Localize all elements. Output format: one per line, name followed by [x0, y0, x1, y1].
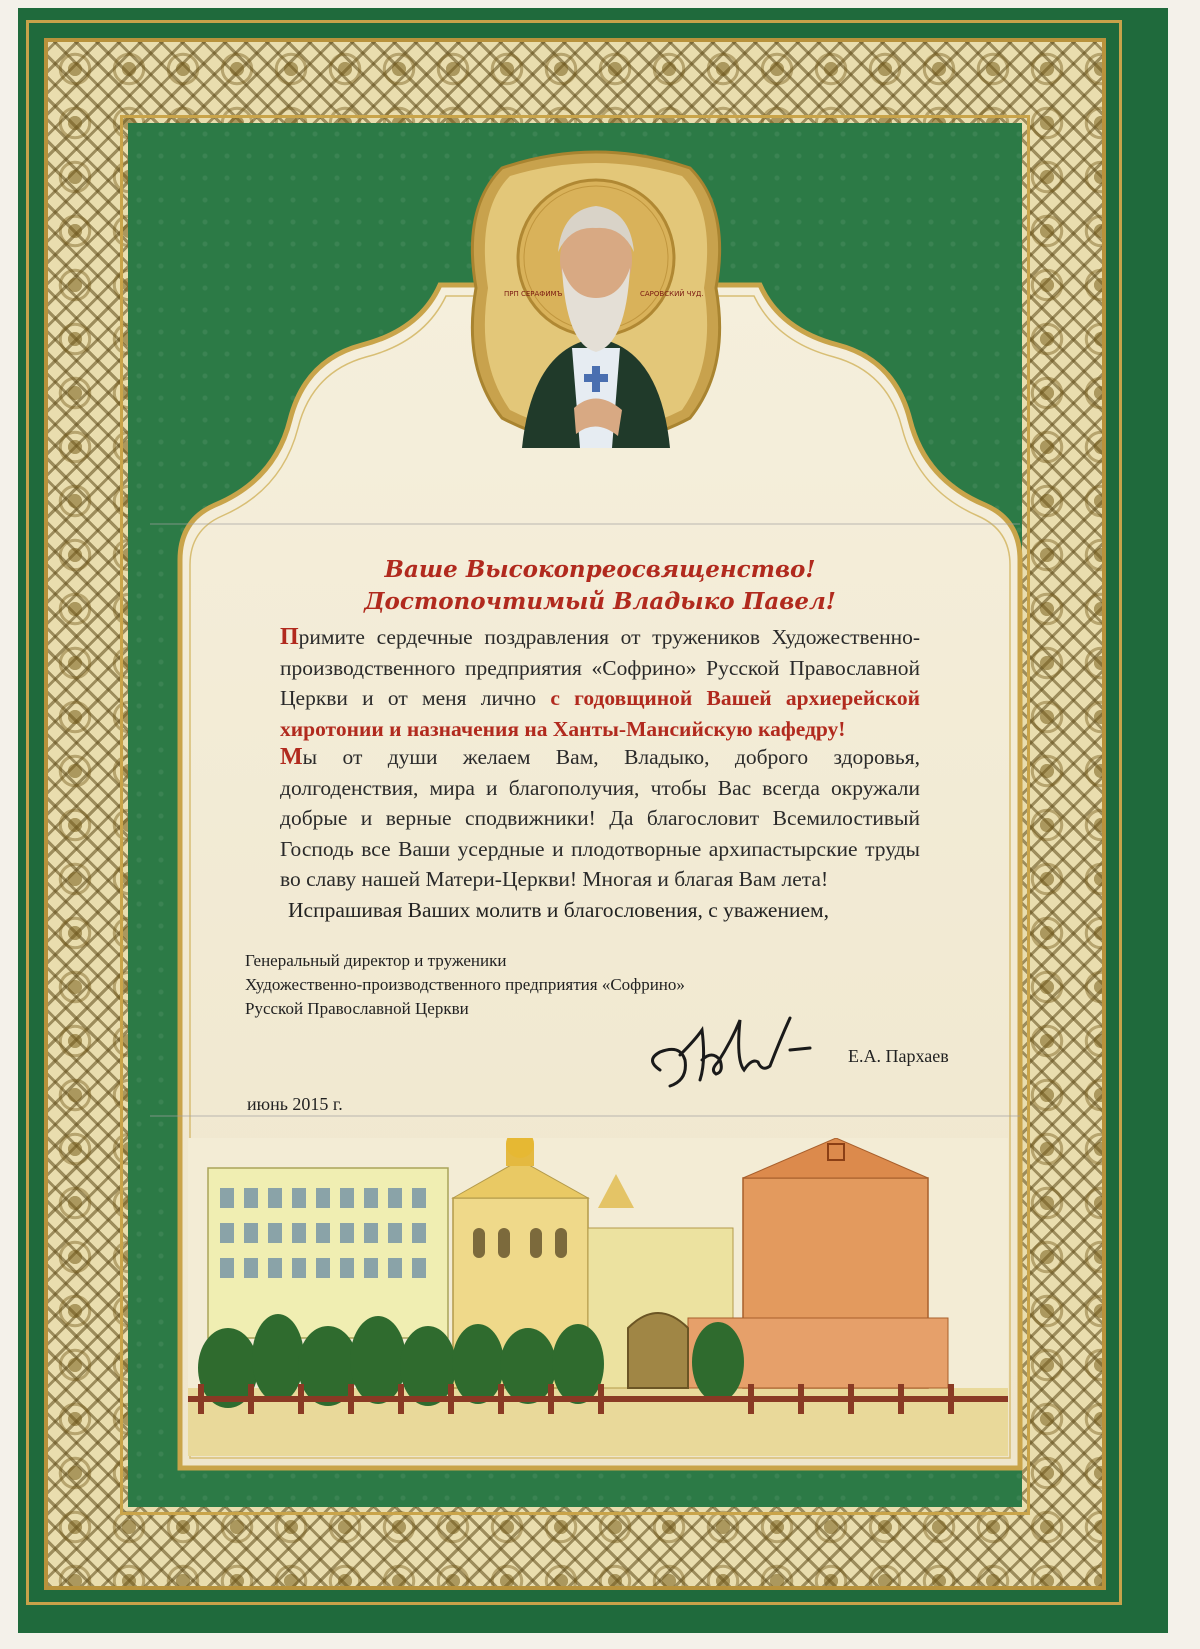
signature-line-3: Русской Православной Церкви	[245, 999, 469, 1018]
drop-initial: П	[280, 624, 299, 650]
drop-initial: М	[280, 744, 303, 770]
saint-icon	[462, 148, 730, 460]
signature-line-2: Художественно-производственного предприятия «Софрино»	[245, 975, 685, 994]
paragraph-wishes	[280, 742, 920, 895]
sofrino-buildings-illustration	[188, 1138, 1008, 1456]
icon-right-inscription: САРОВСКИЙ ЧУД.	[640, 290, 704, 298]
closing-line: Испрашивая Ваших молитв и благословения, с уважением,	[288, 898, 829, 922]
greeting-line-2: Достопочтимый Владыко Павел!	[364, 588, 836, 615]
fold-line-top	[150, 523, 1020, 525]
signer-name: Е.А. Пархаев	[848, 1046, 949, 1066]
paragraph-text: ы от души желаем Вам, Владыко, доброго здоровья, долгоденствия, мира и благополучия, чтобы Вас всегда окружали добрые и верные сподвижники! Да благословит Всемилостивый Господь все Ваши усердные и плодотворные архипастырские труды во славу нашей Матери-Церкви! Многая и благая Вам лета!	[280, 745, 920, 891]
fold-line-bottom	[150, 1115, 1020, 1117]
icon-left-inscription: ПРП СЕРАФИМЪ	[504, 290, 563, 298]
paragraph-highlight: с годовщиной Вашей архиерейской хиротонии и назначения на Ханты-Мансийскую кафедру!	[280, 686, 920, 741]
paragraph-congratulations	[280, 622, 920, 744]
greeting-line-1: Ваше Высокопреосвященство!	[384, 556, 816, 583]
handwritten-signature	[640, 1000, 820, 1100]
signature-line-1: Генеральный директор и труженики	[245, 951, 507, 970]
letter-date: июнь 2015 г.	[247, 1094, 343, 1114]
paragraph-text: римите сердечные поздравления от тружеников Художественно-производственного предприятия «Софрино» Русской Православной Церкви и от меня лично	[280, 625, 920, 710]
